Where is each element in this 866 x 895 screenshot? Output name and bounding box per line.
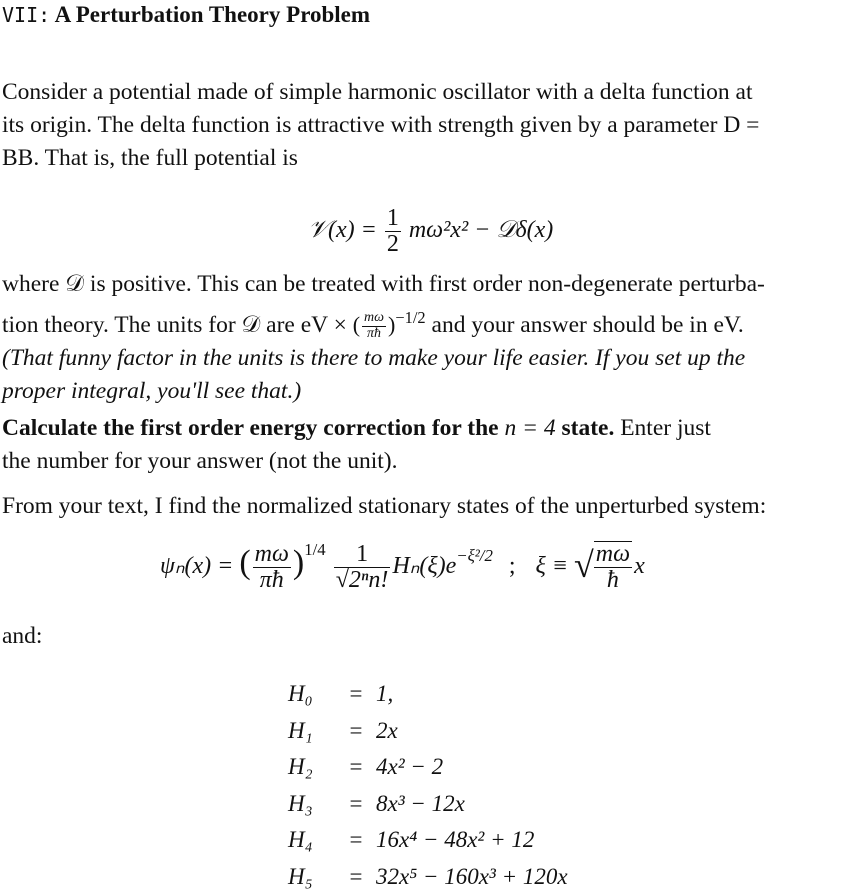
- intro-paragraph: [2, 76, 759, 175]
- psi-prefactor-exp: 1/4: [304, 540, 325, 559]
- psi-prefactor-den: πħ: [253, 568, 291, 593]
- hermite-rhs: 2x: [376, 718, 398, 744]
- wavefunction-equation: ψₙ(x) = ( $\frac{m\omega}{\pi ħ}$ )$^{1/4}$ $\frac{1}{\text{√2ⁿn!}}$ $H_n(\xi)e^{-\xi^2/2}$ ; ξ ≡ √ $\frac{m\omega}{ħ}$ x: [160, 540, 645, 594]
- hermite-lhs: H₀: [288, 681, 336, 707]
- psi-separator: ;: [509, 553, 516, 579]
- hermite-row: H₄ = 16x⁴ − 48x² + 12: [288, 822, 568, 859]
- hermite-row: H₅ = 32x⁵ − 160x³ + 120x: [288, 859, 568, 895]
- task-bold-a: Calculate the first order energy correction for the: [2, 415, 499, 441]
- intro-line-3: BB. That is, the full potential is: [2, 142, 759, 175]
- psi-prefactor-num: mω: [253, 542, 291, 568]
- units-exponent: −1/2: [395, 308, 425, 327]
- text-reference: From your text, I find the normalized stationary states of the unperturbed system:: [2, 490, 766, 523]
- xi-fraction: [594, 541, 632, 593]
- section-title: [2, 2, 370, 28]
- hermite-rhs: 8x³ − 12x: [376, 791, 465, 817]
- explanation-line-2b: and your answer should be in eV.: [432, 312, 744, 338]
- task-line-1: [2, 412, 711, 445]
- section-title-text: A Perturbation Theory Problem: [55, 2, 370, 27]
- psi-lhs: ψₙ(x) =: [160, 553, 233, 579]
- hermite-table: [288, 676, 568, 895]
- potential-lhs: 𝒱(x) =: [308, 217, 377, 243]
- potential-rhs: mω²x² − 𝒟δ(x): [409, 217, 553, 243]
- hermite-row: H₃ = 8x³ − 12x: [288, 786, 568, 823]
- psi-prefactor: [253, 542, 291, 593]
- task-line-2: the number for your answer (not the unit).: [2, 445, 711, 478]
- units-factor-den: πħ: [362, 327, 386, 342]
- hermite-lhs: H₁: [288, 718, 336, 744]
- psi-body: Hₙ(ξ)e: [392, 553, 456, 579]
- hermite-row: H₀ = 1,: [288, 676, 568, 713]
- xi-num: mω: [594, 542, 632, 568]
- xi-den: ħ: [594, 568, 632, 593]
- xi-tail: x: [634, 553, 645, 579]
- hermite-rhs: 4x² − 2: [376, 754, 443, 780]
- task-rest: Enter just: [620, 415, 711, 441]
- task-n-expr: n = 4: [504, 415, 555, 441]
- half-fraction: [385, 206, 401, 257]
- hermite-lhs: H₅: [288, 864, 336, 890]
- hermite-rhs: 1,: [376, 681, 393, 707]
- explanation-line-1: where 𝒟 is positive. This can be treated with first order non-degenerate perturba-: [2, 268, 765, 301]
- task-paragraph: [2, 412, 711, 478]
- hermite-rhs: 16x⁴ − 48x² + 12: [376, 827, 534, 853]
- task-bold-b: state.: [561, 415, 614, 441]
- psi-exponent: −ξ²/2: [456, 546, 493, 565]
- explanation-line-2a: tion theory. The units for 𝒟 are eV ×: [2, 312, 347, 338]
- half-denominator: 2: [385, 232, 401, 257]
- hermite-row: H₂ = 4x² − 2: [288, 749, 568, 786]
- hermite-lhs: H₂: [288, 754, 336, 780]
- xi-lhs: ξ ≡: [536, 553, 568, 579]
- psi-norm-num: 1: [334, 542, 391, 568]
- half-numerator: 1: [385, 206, 401, 232]
- psi-normalization: [334, 542, 391, 593]
- explanation-paragraph: [2, 268, 765, 408]
- section-number: VII:: [2, 3, 50, 27]
- hermite-lhs: H₃: [288, 791, 336, 817]
- hermite-row: H₁ = 2x: [288, 713, 568, 750]
- psi-norm-den: √2ⁿn!: [334, 568, 391, 593]
- potential-equation: [308, 206, 553, 257]
- intro-line-1: Consider a potential made of simple harmonic oscillator with a delta function at: [2, 76, 759, 109]
- and-label: and:: [2, 620, 42, 653]
- units-factor-num: mω: [362, 311, 386, 327]
- explanation-line-2: tion theory. The units for 𝒟 are eV × ( $\frac{m\omega}{\pi ħ}$ )$^{-1/2}$ and your answer should be in eV.: [2, 301, 765, 342]
- intro-line-2: its origin. The delta function is attractive with strength given by a parameter D =: [2, 109, 759, 142]
- hermite-lhs: H₄: [288, 827, 336, 853]
- note-line-2: proper integral, you'll see that.): [2, 375, 765, 408]
- note-line-1: (That funny factor in the units is there to make your life easier. If you set up the: [2, 342, 765, 375]
- units-factor: [362, 311, 386, 341]
- hermite-rhs: 32x⁵ − 160x³ + 120x: [376, 864, 568, 890]
